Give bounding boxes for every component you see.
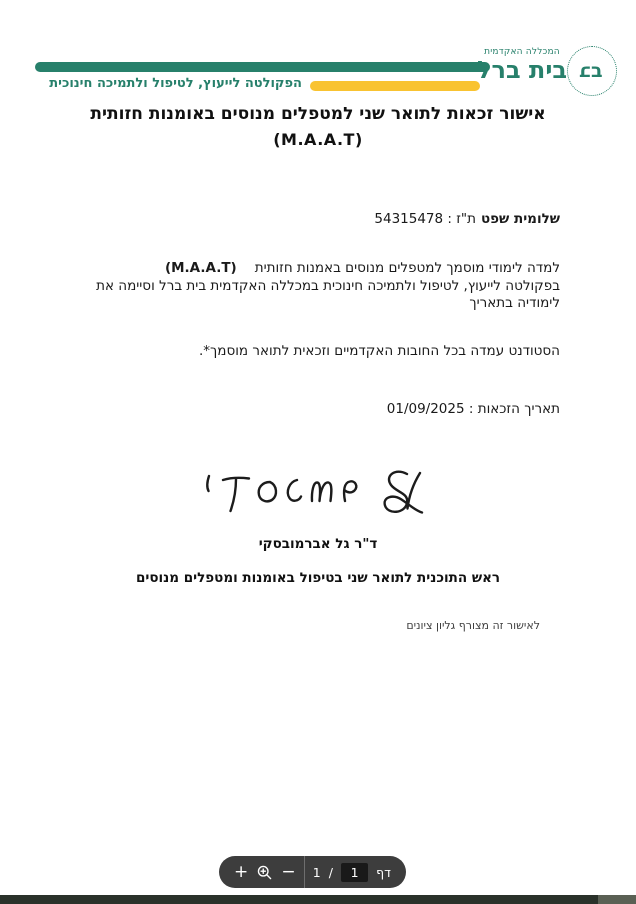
header-yellow-bar: [310, 81, 480, 91]
scrollbar-thumb[interactable]: [598, 895, 636, 904]
college-emblem-icon: [567, 46, 617, 96]
status-line: הסטודנט עמדה בכל החובות האקדמיים וזכאית לתואר מוסמך*.: [199, 343, 560, 359]
para-line-1: [55, 260, 560, 278]
pdf-toolbar: [219, 856, 406, 888]
college-logotype: [476, 47, 568, 83]
emblem-letter: ב: [591, 60, 603, 82]
college-name-small: המכללה האקדמית: [484, 47, 560, 57]
para-line-2: בפקולטה לייעוץ, לטיפול ולתמיכה חינוכית במכללה האקדמית בית ברל וסיימה את: [96, 277, 560, 294]
student-name: שלומית שפט: [481, 211, 560, 227]
bottom-scrollbar-track: [0, 895, 636, 904]
header-green-bar: [35, 62, 490, 72]
document-title-acronym: (M.A.A.T): [273, 130, 363, 149]
page-number-input[interactable]: 1: [341, 863, 368, 882]
student-id: ת"ז : 54315478: [374, 211, 476, 227]
para-line-1-text: למדה לימודי מוסמך למטפלים מנוסים באמנות חזותית: [254, 260, 560, 276]
signature-image: [193, 460, 431, 526]
signer-title: ראש התוכנית לתואר שני בטיפול באומנות ומטפלים מנוסים: [135, 570, 501, 586]
emblem-letter-mirrored: ב: [579, 60, 591, 82]
para-line-3: לימודיה בתאריך: [469, 295, 560, 311]
zoom-out-button[interactable]: −: [281, 861, 296, 882]
signer-name: ד"ר גל אברמובסקי: [258, 536, 378, 552]
body-paragraph: [55, 260, 560, 313]
toolbar-divider: [304, 856, 305, 888]
attachment-note: לאישור זה מצורף גליון ציונים: [406, 619, 540, 632]
page-total: 1: [312, 864, 321, 880]
eligibility-date-line: תאריך הזכאות : 01/09/2025: [386, 401, 560, 417]
page-label: דף: [376, 864, 391, 880]
college-name-large: בית ברל: [476, 56, 568, 84]
student-line: [374, 211, 560, 227]
magnifier-zoom-icon[interactable]: [256, 864, 273, 881]
faculty-name: הפקולטה לייעוץ, לטיפול ולתמיכה חינוכית: [49, 76, 302, 91]
document-title: אישור זכאות לתואר שני למטפלים מנוסים באומנות חזותית: [90, 104, 546, 124]
para-acronym: (M.A.A.T): [164, 260, 237, 276]
page-separator: /: [328, 864, 333, 880]
zoom-in-button[interactable]: +: [234, 861, 249, 882]
